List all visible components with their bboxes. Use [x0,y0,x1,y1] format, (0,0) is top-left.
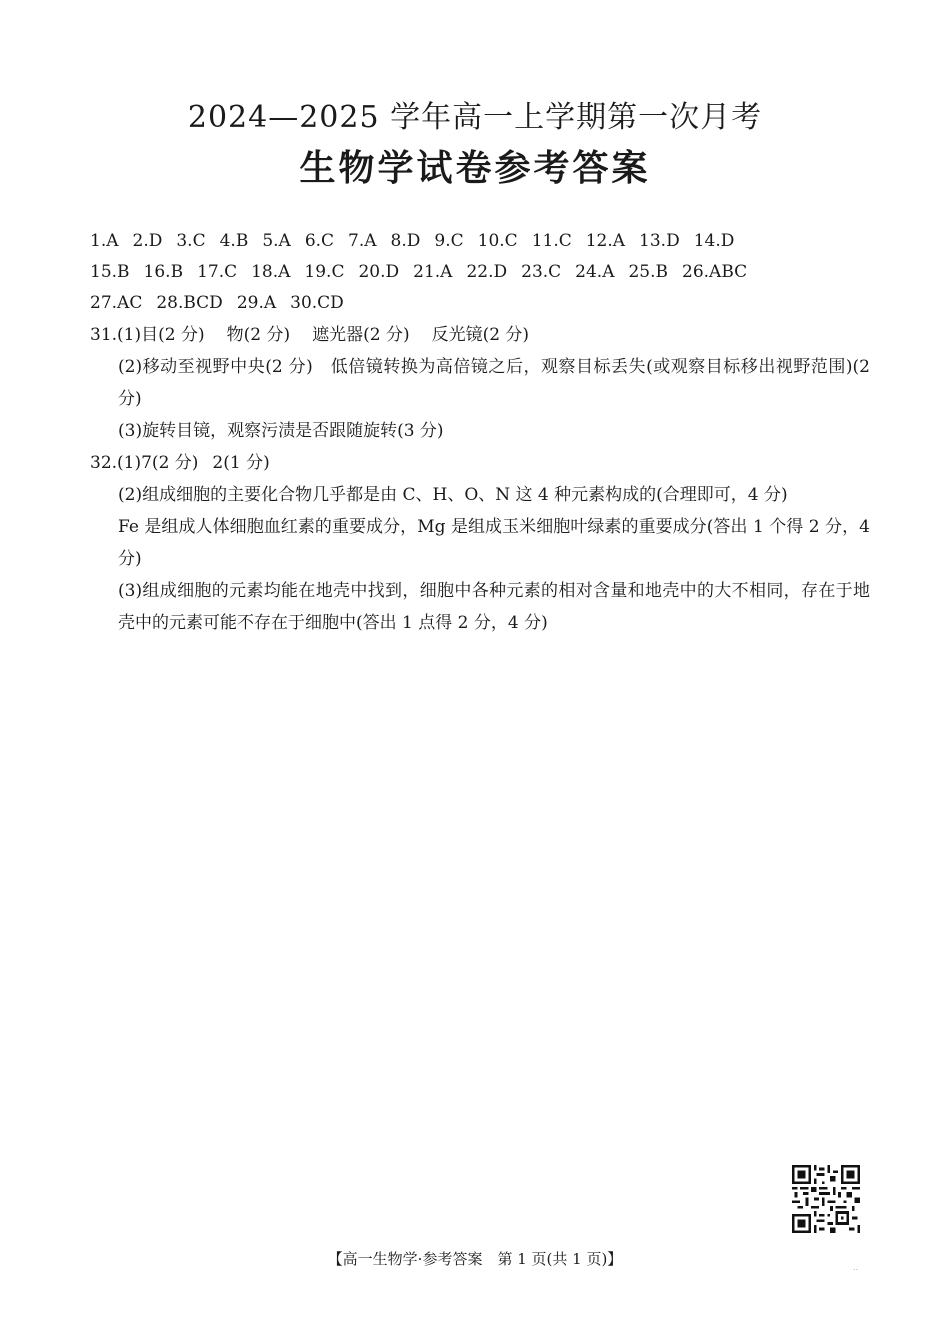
answer-item: 25.B [628,262,669,282]
answer-item: 2.D [132,231,163,251]
answer-item: 30.CD [290,293,344,313]
answer-row-1 [90,226,880,257]
answer-item: 20.D [358,262,400,282]
q32-part1 [90,447,870,479]
answer-item: 4.B [219,231,249,251]
q32-part2: (2)组成细胞的主要化合物几乎都是由 C、H、O、N 这 4 种元素构成的(合理即可，4 分) [118,485,788,505]
corner-mark: .. [853,1263,859,1272]
answer-item: 28.BCD [156,293,223,313]
answer-item: 21.A [413,262,453,282]
answer-item: 29.A [236,293,277,313]
answer-item: 27.AC [90,293,143,313]
q32-part1-a: 32.(1)7(2 分) [90,453,199,473]
q32-part2b: Fe 是组成人体细胞血红素的重要成分，Mg 是组成玉米细胞叶绿素的重要成分(答出 1 个得 2 分，4 分) [118,517,870,569]
answer-item: 3.C [176,231,206,251]
answer-row-2 [90,257,880,288]
q31-part2: (2)移动至视野中央(2 分) 低倍镜转换为高倍镜之后，观察目标丢失(或观察目标移出视野范围)(2 分) [118,357,870,409]
q31-part1-d: 反光镜(2 分) [431,325,530,345]
answer-item: 11.C [531,231,572,251]
answer-item: 8.D [390,231,421,251]
q31-part1-a: 31.(1)目(2 分) [90,325,205,345]
title-line-2: 生物学试卷参考答案 [299,147,651,189]
q32-part3: (3)组成细胞的元素均能在地壳中找到，细胞中各种元素的相对含量和地壳中的大不相同，存在于地壳中的元素可能不存在于细胞中(答出 1 点得 2 分，4 分) [118,581,870,633]
answer-body [90,319,870,639]
answer-item: 9.C [434,231,464,251]
answer-item: 7.A [348,231,377,251]
answer-item: 17.C [197,262,238,282]
answer-item: 6.C [304,231,335,251]
answer-item: 14.D [693,231,735,251]
answer-item: 24.A [575,262,615,282]
answer-row-3 [90,288,880,319]
answer-item: 22.D [466,262,508,282]
answer-item: 5.A [262,231,291,251]
q31-part3: (3)旋转目镜，观察污渍是否跟随旋转(3 分) [118,421,444,441]
title-line-1: 2024—2025 学年高一上学期第一次月考 [187,100,763,135]
answer-item: 1.A [90,231,119,251]
q31-part1-c: 遮光器(2 分) [312,325,410,345]
qr-code [792,1165,860,1233]
q32-part1-b: 2(1 分) [212,453,270,473]
page-footer: 【高一生物学·参考答案 第 1 页(共 1 页)】 [327,1250,623,1268]
answer-item: 26.ABC [682,262,748,282]
answer-item: 18.A [251,262,291,282]
q31-part1-b: 物(2 分) [226,325,291,345]
answer-item: 23.C [521,262,562,282]
answer-item: 19.C [304,262,345,282]
answer-item: 10.C [477,231,518,251]
answer-item: 13.D [639,231,680,251]
q31-part1 [90,319,870,351]
choice-answers [90,226,880,319]
answer-item: 15.B [90,262,130,282]
answer-item: 16.B [143,262,184,282]
answer-item: 12.A [585,231,626,251]
